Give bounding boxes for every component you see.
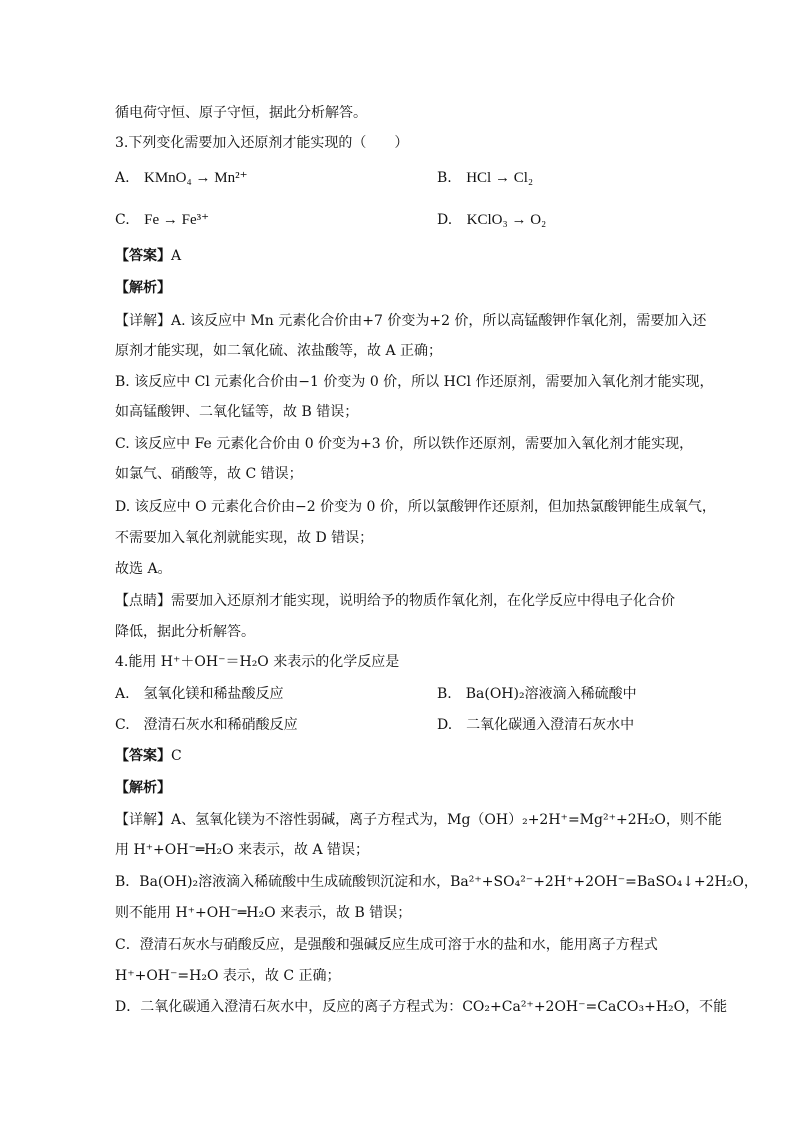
option-formula: HCl → Cl₂ xyxy=(466,170,534,186)
q3-detail-line: 故选 A。 xyxy=(115,561,172,577)
text-line: 循电荷守恒、原子守恒，据此分析解答。 xyxy=(115,105,367,121)
answer-value: A xyxy=(171,248,182,264)
q4-detail-line: H⁺+OH⁻=H₂O 表示，故 C 正确； xyxy=(115,968,341,984)
q3-analysis-tag: 【解析】 xyxy=(115,280,171,296)
q3-detail-line: 原剂才能实现，如二氧化硫、浓盐酸等，故 A 正确； xyxy=(115,343,443,359)
option-formula: Fe → Fe³⁺ xyxy=(144,212,210,228)
q3-option-a xyxy=(115,168,248,188)
option-formula: KClO₃ → O₂ xyxy=(466,212,547,228)
option-letter: C. xyxy=(115,212,130,228)
q3-detail-line: 不需要加入氧化剂就能实现，故 D 错误； xyxy=(115,530,374,546)
option-letter: A. xyxy=(115,170,130,186)
q3-detail-line: B. 该反应中 Cl 元素化合价由−1 价变为 0 价，所以 HCl 作还原剂，需要加入氧化剂才能实现， xyxy=(115,374,714,390)
q3-point-line: 降低，据此分析解答。 xyxy=(115,624,255,640)
question-3-stem: 3.下列变化需要加入还原剂才能实现的（ ） xyxy=(115,135,409,151)
q4-option-b: B. Ba(OH)₂溶液滴入稀硫酸中 xyxy=(437,686,637,702)
answer-tag: 【答案】 xyxy=(115,248,171,264)
q4-option-a: A. 氢氧化镁和稀盐酸反应 xyxy=(115,686,284,702)
q4-detail-line: C．澄清石灰水与硝酸反应，是强酸和强碱反应生成可溶于水的盐和水，能用离子方程式 xyxy=(115,937,658,953)
answer-tag: 【答案】 xyxy=(115,748,171,764)
q4-answer xyxy=(115,746,182,766)
option-letter: D. xyxy=(437,212,453,228)
q4-detail-line: 用 H⁺+OH⁻═H₂O 来表示，故 A 错误； xyxy=(115,842,370,858)
question-4-stem: 4.能用 H⁺＋OH⁻＝H₂O 来表示的化学反应是 xyxy=(115,654,400,670)
q3-point-line: 【点睛】需要加入还原剂才能实现，说明给予的物质作氧化剂，在化学反应中得电子化合价 xyxy=(115,593,675,609)
q3-detail-line: 如高锰酸钾、二氧化锰等，故 B 错误； xyxy=(115,404,359,420)
q3-detail-line: C. 该反应中 Fe 元素化合价由 0 价变为+3 价，所以铁作还原剂，需要加入氧化剂才能实现， xyxy=(115,436,694,452)
q4-detail-line: D．二氧化碳通入澄清石灰水中，反应的离子方程式为：CO₂+Ca²⁺+2OH⁻=CaCO₃+H₂O，不能 xyxy=(115,999,728,1015)
q3-answer xyxy=(115,246,181,266)
q4-detail-line: 【详解】A、氢氧化镁为不溶性弱碱，离子方程式为，Mg（OH）₂+2H⁺=Mg²⁺+2H₂O，则不能 xyxy=(115,812,722,828)
q4-option-d: D. 二氧化碳通入澄清石灰水中 xyxy=(437,717,635,733)
q4-analysis-tag: 【解析】 xyxy=(115,780,171,796)
q3-option-c xyxy=(115,210,209,230)
q4-detail-line: 则不能用 H⁺+OH⁻═H₂O 来表示，故 B 错误； xyxy=(115,905,412,921)
q4-option-c: C. 澄清石灰水和稀硝酸反应 xyxy=(115,717,298,733)
option-letter: B. xyxy=(437,170,452,186)
q3-detail-line: D. 该反应中 O 元素化合价由−2 价变为 0 价，所以氯酸钾作还原剂，但加热氯酸钾能生成氧气， xyxy=(115,499,716,515)
q3-option-b xyxy=(437,168,533,188)
q3-detail-line: 如氯气、硝酸等，故 C 错误； xyxy=(115,466,303,482)
q4-detail-line: B．Ba(OH)₂溶液滴入稀硫酸中生成硫酸钡沉淀和水，Ba²⁺+SO₄²⁻+2H⁺+2OH⁻=BaSO₄↓+2H₂O， xyxy=(115,874,758,890)
answer-value: C xyxy=(171,748,182,764)
q3-option-d xyxy=(437,210,546,230)
q3-detail-line: 【详解】A. 该反应中 Mn 元素化合价由+7 价变为+2 价，所以高锰酸钾作氧化剂，需要加入还 xyxy=(115,313,707,329)
option-formula: KMnO₄ → Mn²⁺ xyxy=(144,170,248,186)
